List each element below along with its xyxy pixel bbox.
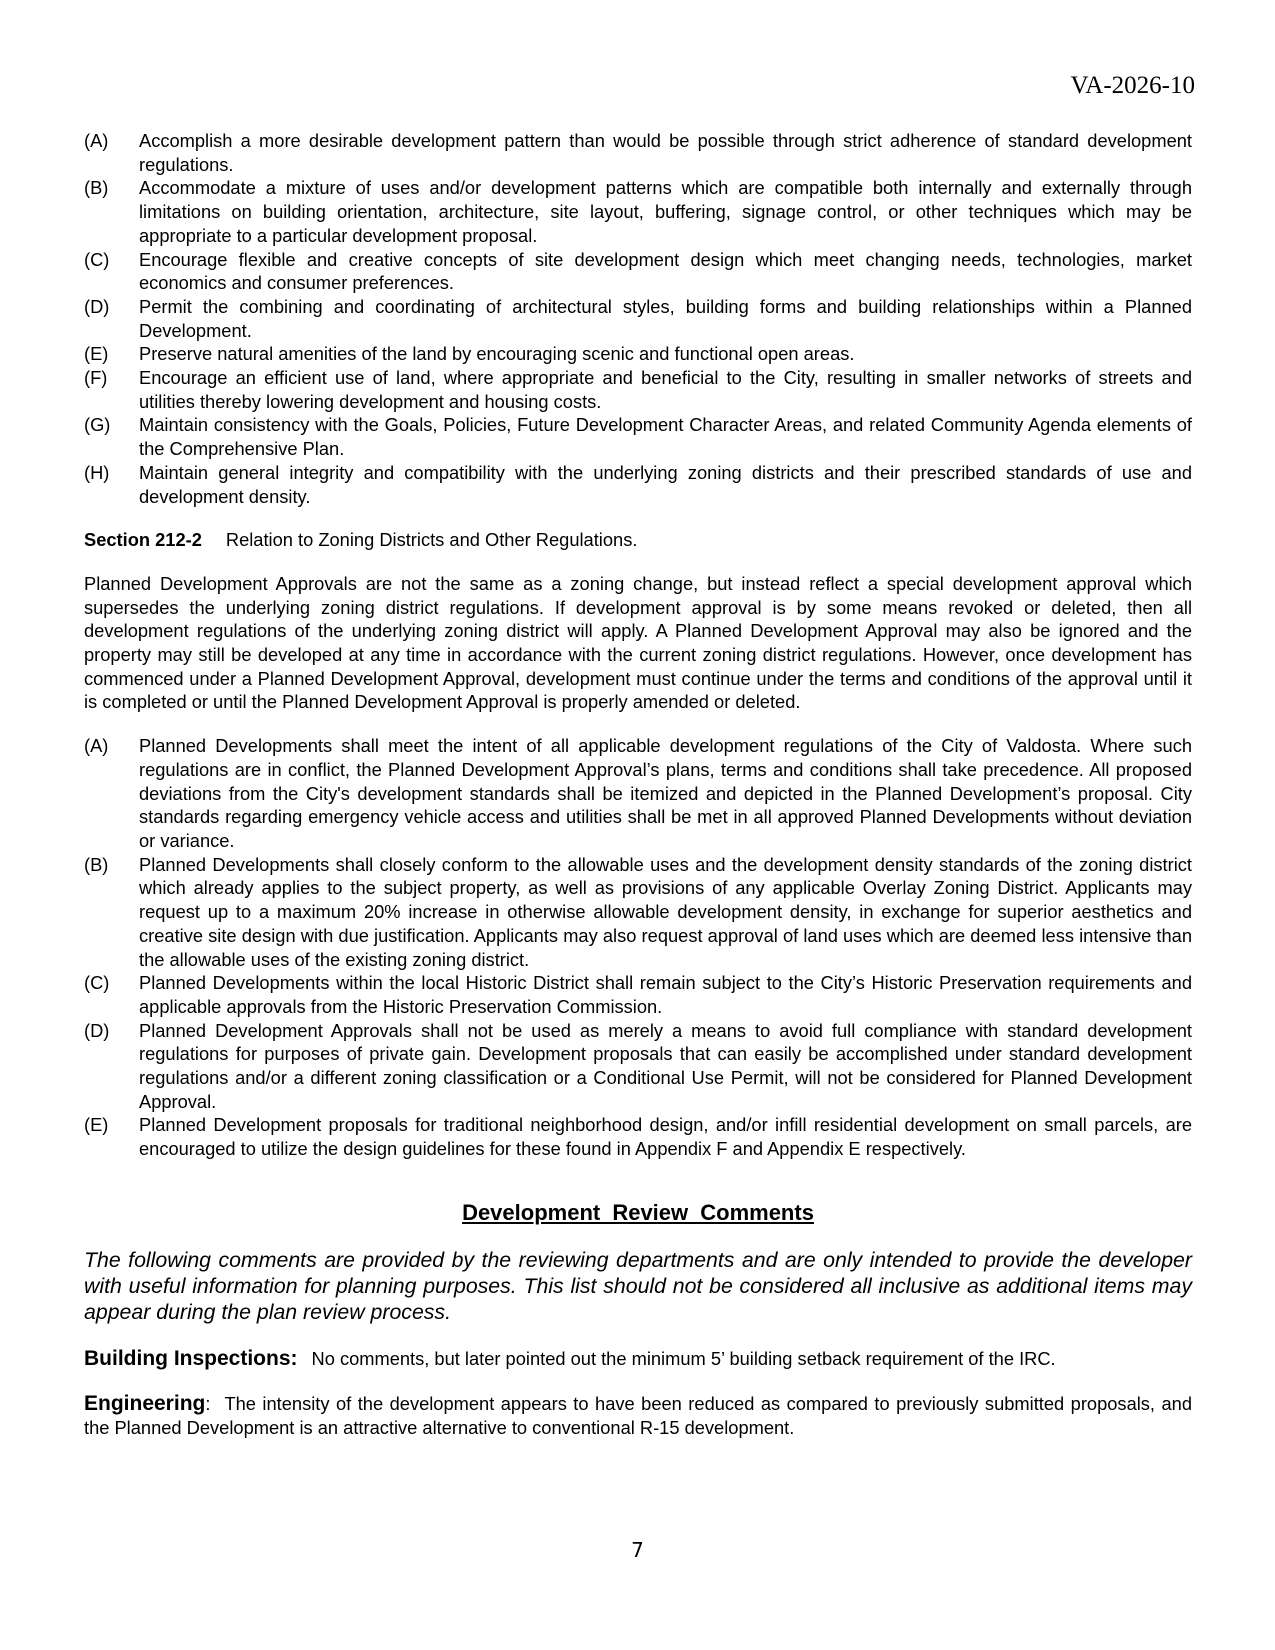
list-item (84, 1019, 1192, 1114)
list-text: Maintain general integrity and compatibility with the underlying zoning districts and their prescribed standards of use and development density. (139, 461, 1192, 507)
list-text: Planned Development proposals for traditional neighborhood design, and/or infill residential development on small parcels, are encouraged to utilize the design guidelines for these found in Appendix F and Appendix E respectively. (139, 1114, 1192, 1160)
section-paragraph: Planned Development Approvals are not the same as a zoning change, but instead reflect a special development approval which supersedes the underlying zoning district regulations. If development approval is by some means revoked or deleted, then all development regulations of the underlying zoning district will apply. A Planned Development Approval may also be ignored and the property may still be developed at any time in accordance with the current zoning district regulations. However, once development has commenced under a Planned Development Approval, development must continue under the terms and conditions of the approval until it is completed or until the Planned Development Approval is properly amended or deleted. (84, 572, 1192, 713)
list-text: Planned Developments within the local Historic District shall remain subject to the City’s Historic Preservation requirements and applicable approvals from the Historic Preservation Commission. (139, 972, 1192, 1017)
list-text: Planned Developments shall meet the intent of all applicable development regulations of the City of Valdosta. Where such regulations are in conflict, the Planned Development Approval’s plans, terms and conditions shall take precedence. All proposed deviations from the City's development standards shall be itemized and depicted in the Planned Development’s proposal. City standards regarding emergency vehicle access and utilities shall be met in all approved Planned Developments without deviation or variance. (139, 735, 1192, 851)
building-inspections-label: Building Inspections: (84, 1346, 298, 1370)
list-item (84, 342, 1192, 366)
engineering-label: Engineering (84, 1392, 206, 1416)
list-letter: (F) (84, 367, 108, 389)
list-text: Planned Development Approvals shall not be used as merely a means to avoid full compliance with standard development regulations for purposes of private gain. Development proposals that can easily be accomplished under standard development regulations and/or a different zoning classification or a Conditional Use Permit, will not be considered for Planned Development Approval. (139, 1019, 1192, 1112)
list-letter: (E) (84, 1114, 109, 1136)
review-comments-title: Development Review Comments (462, 1199, 814, 1225)
list-text: Accommodate a mixture of uses and/or development patterns which are compatible both internally and externally through limitations on building orientation, architecture, site layout, buffering, signage control, or other techniques which may be appropriate to a particular development proposal. (139, 177, 1192, 246)
list-letter: (B) (84, 853, 109, 875)
list-item (84, 413, 1192, 460)
list-item (84, 129, 1192, 176)
review-intro: The following comments are provided by the reviewing departments and are only intended to provide the developer with useful information for planning purposes. This list should not be considered all inclusive as additional items may appear during the plan review process. (84, 1247, 1192, 1324)
list-item (84, 366, 1192, 413)
list-item (84, 295, 1192, 342)
list-letter: (C) (84, 972, 110, 994)
list-item (84, 971, 1192, 1018)
section-title: Relation to Zoning Districts and Other Regulations. (225, 529, 638, 551)
building-inspections-comment (84, 1347, 1192, 1371)
engineering-text: The intensity of the development appears to have been reduced as compared to previously submitted proposals, and the Planned Development is an attractive alternative to conventional R-15 development. (84, 1393, 1192, 1438)
list-text: Preserve natural amenities of the land by encouraging scenic and functional open areas. (139, 343, 855, 365)
list-text: Permit the combining and coordinating of architectural styles, building forms and building relationships within a Planned Development. (139, 295, 1192, 341)
section-label: Section 212-2 (84, 529, 202, 551)
list-letter: (A) (84, 735, 109, 757)
page-content (84, 129, 1192, 1440)
list-item (84, 734, 1192, 853)
list-text: Encourage an efficient use of land, where appropriate and beneficial to the City, resulting in smaller networks of streets and utilities thereby lowering development and housing costs. (139, 367, 1192, 412)
building-inspections-text: No comments, but later pointed out the minimum 5’ building setback requirement of the IRC. (311, 1347, 1056, 1369)
purpose-list (84, 129, 1192, 508)
list-text: Accomplish a more desirable development pattern than would be possible through strict adherence of standard development regulations. (139, 130, 1192, 175)
list-text: Planned Developments shall closely conform to the allowable uses and the development density standards of the zoning district which already applies to the subject property, as well as provisions of any applicable Overlay Zoning District. Applicants may request up to a maximum 20% increase in otherwise allowable development density, in exchange for superior aesthetics and creative site design with due justification. Applicants may also request approval of land uses which are deemed less intensive than the allowable uses of the existing zoning district. (139, 853, 1192, 970)
list-item (84, 176, 1192, 247)
list-item (84, 853, 1192, 972)
list-item (84, 1113, 1192, 1160)
list-letter: (D) (84, 1019, 110, 1041)
list-text: Maintain consistency with the Goals, Policies, Future Development Character Areas, and related Community Agenda elements of the Comprehensive Plan. (139, 414, 1192, 460)
list-letter: (D) (84, 295, 110, 317)
engineering-comment (84, 1392, 1192, 1439)
list-letter: (G) (84, 414, 111, 436)
list-item (84, 248, 1192, 295)
list-letter: (C) (84, 248, 110, 270)
page-number: 7 (631, 1538, 644, 1562)
section-heading (84, 528, 1192, 552)
engineering-colon: : (205, 1393, 211, 1415)
list-item (84, 461, 1192, 508)
relation-list (84, 734, 1192, 1161)
list-letter: (E) (84, 343, 109, 365)
list-letter: (A) (84, 130, 109, 151)
list-letter: (H) (84, 461, 110, 483)
list-letter: (B) (84, 177, 109, 199)
document-id: VA-2026-10 (1070, 72, 1195, 99)
list-text: Encourage flexible and creative concepts of site development design which meet changing needs, technologies, market economics and consumer preferences. (139, 248, 1192, 294)
